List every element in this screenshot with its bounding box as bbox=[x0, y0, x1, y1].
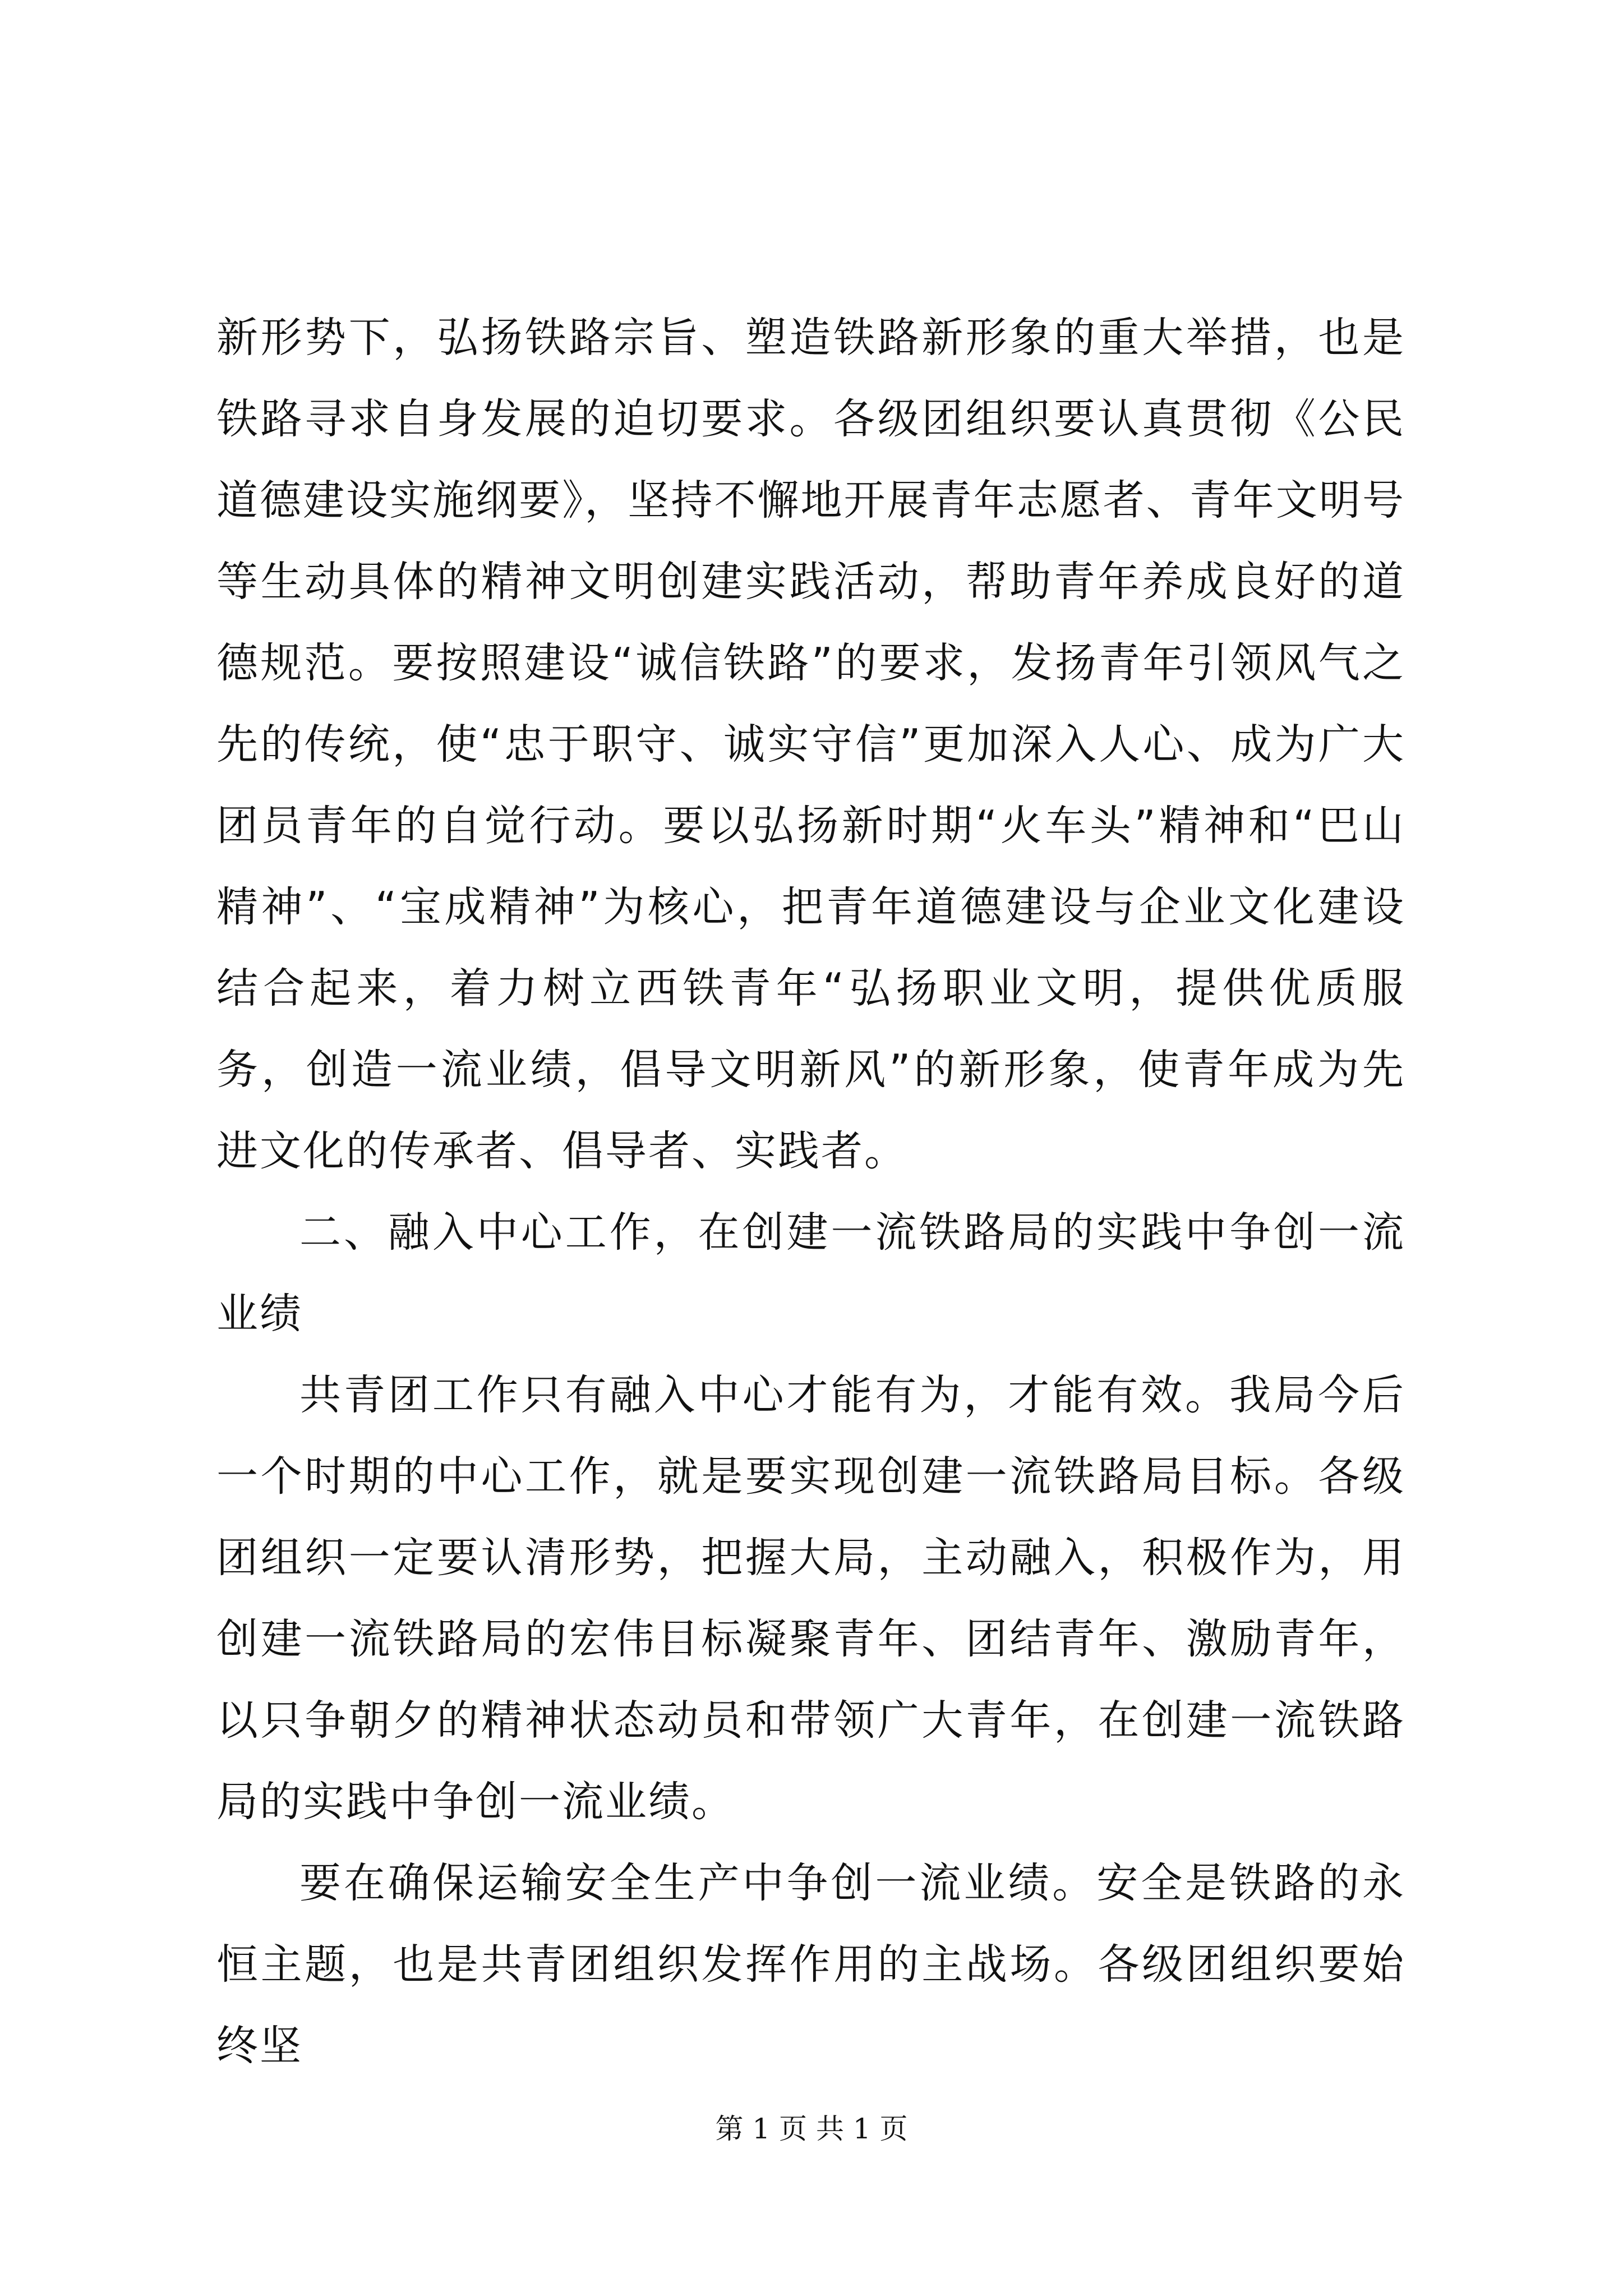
paragraph: 共青团工作只有融入中心才能有为，才能有效。我局今后一个时期的中心工作，就是要实现创建一流铁路局目标。各级团组织一定要认清形势，把握大局，主动融入，积极作为，用创建一流铁路局的宏伟目标凝聚青年、团结青年、激励青年，以只争朝夕的精神状态动员和带领广大青年，在创建一流铁路局的实践中争创一流业绩。 bbox=[216, 1371, 1405, 1826]
page-footer: 第 1 页 共 1 页 bbox=[715, 2113, 908, 2145]
document-body bbox=[216, 297, 1405, 2087]
paragraph: 要在确保运输安全生产中争创一流业绩。安全是铁路的永恒主题，也是共青团组织发挥作用的主战场。各级团组织要始终坚 bbox=[216, 1859, 1405, 2070]
paragraph-continuation: 新形势下，弘扬铁路宗旨、塑造铁路新形象的重大举措，也是铁路寻求自身发展的迫切要求。各级团组织要认真贯彻《公民道德建设实施纲要》，坚持不懈地开展青年志愿者、青年文明号等生动具体的精神文明创建实践活动，帮助青年养成良好的道德规范。要按照建设“诚信铁路”的要求，发扬青年引领风气之先的传统，使“忠于职守、诚实守信”更加深入人心、成为广大团员青年的自觉行动。要以弘扬新时期“火车头”精神和“巴山精神”、“宝成精神”为核心，把青年道德建设与企业文化建设结合起来，着力树立西铁青年“弘扬职业文明，提供优质服务，创造一流业绩，倡导文明新风”的新形象，使青年成为先进文化的传承者、倡导者、实践者。 bbox=[216, 314, 1405, 1175]
section-heading: 二、融入中心工作，在创建一流铁路局的实践中争创一流业绩 bbox=[216, 1208, 1405, 1338]
